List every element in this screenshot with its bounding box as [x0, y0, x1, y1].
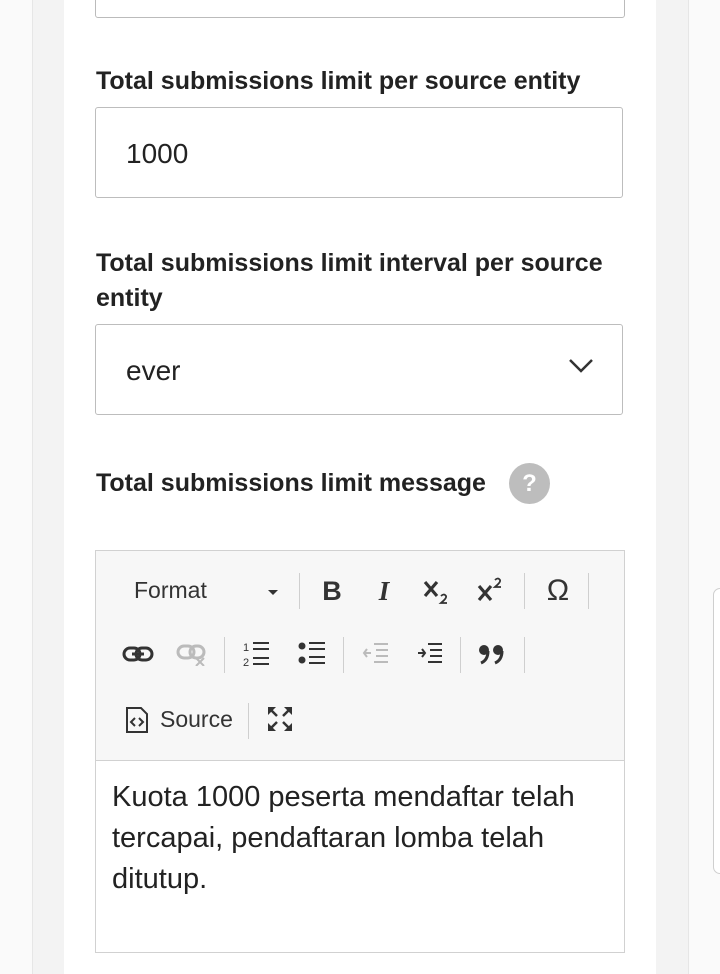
outdent-icon — [358, 637, 394, 671]
source-button-label[interactable]: Source — [160, 706, 233, 732]
limit-interval-value: ever — [126, 355, 181, 386]
special-char-icon[interactable]: Ω — [546, 574, 570, 607]
format-dropdown[interactable] — [126, 569, 286, 613]
limit-message-label: Total submissions limit message — [96, 469, 486, 497]
numbered-list-icon[interactable] — [236, 637, 276, 671]
toolbar-separator — [524, 573, 525, 609]
format-arrow-icon — [268, 590, 278, 595]
bold-icon[interactable]: B — [322, 575, 342, 606]
toolbar-separator — [299, 573, 300, 609]
blockquote-icon[interactable] — [472, 637, 512, 671]
toolbar-separator — [524, 637, 525, 673]
bulleted-list-icon[interactable] — [292, 637, 332, 671]
submissions-limit-value: 1000 — [126, 138, 189, 169]
toolbar-separator — [224, 637, 225, 673]
side-panel-tab[interactable] — [713, 588, 720, 874]
indent-icon[interactable] — [412, 637, 448, 671]
toolbar-separator — [460, 637, 461, 673]
italic-icon[interactable]: I — [378, 575, 390, 606]
editor-content-area[interactable]: Kuota 1000 peserta mendaftar telah tercapai, pendaftaran lomba telah ditutup. — [112, 781, 575, 895]
maximize-icon[interactable] — [262, 701, 298, 737]
limit-interval-select[interactable] — [95, 324, 623, 415]
limit-interval-label: Total submissions limit interval per source entity — [96, 249, 603, 312]
left-page-edge — [0, 0, 33, 974]
svg-text:1: 1 — [243, 642, 250, 654]
toolbar-separator — [248, 703, 249, 739]
chevron-down-icon — [568, 358, 594, 374]
toolbar-separator — [343, 637, 344, 673]
previous-field[interactable] — [95, 0, 625, 18]
toolbar-separator — [588, 573, 589, 609]
superscript-icon[interactable] — [472, 571, 512, 611]
submissions-limit-input[interactable] — [95, 107, 623, 198]
submissions-limit-label: Total submissions limit per source entity — [96, 67, 581, 95]
link-icon[interactable] — [120, 637, 156, 671]
editor-toolbar — [96, 551, 624, 761]
rich-text-editor — [95, 550, 625, 953]
subscript-icon[interactable] — [418, 571, 458, 611]
source-icon[interactable] — [122, 703, 152, 737]
unlink-icon — [174, 637, 210, 671]
svg-text:2: 2 — [243, 657, 250, 669]
format-label: Format — [134, 577, 207, 603]
help-icon[interactable]: ? — [509, 463, 550, 504]
